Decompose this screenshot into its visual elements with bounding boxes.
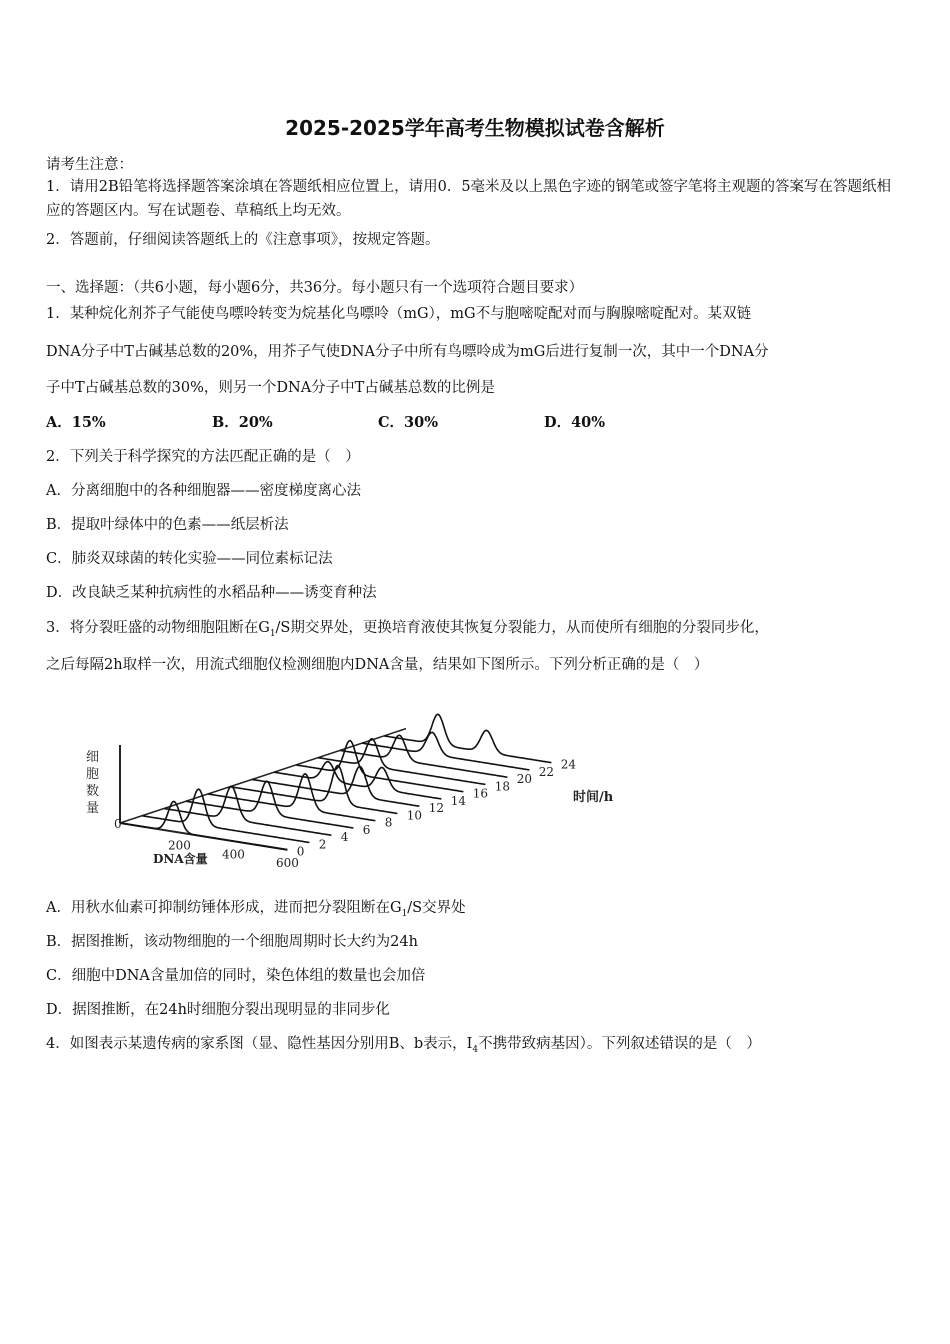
x-axis-label: DNA含量: [153, 852, 208, 866]
q1-option-c[interactable]: C．30%: [378, 414, 438, 431]
x-tick-label: 200: [168, 838, 191, 853]
chart-series: [120, 714, 551, 850]
series-line-0: [120, 801, 287, 849]
q3-option-b[interactable]: B．据图推断，该动物细胞的一个细胞周期时长大约为24h: [46, 934, 418, 950]
series-line-22: [362, 732, 529, 770]
x-tick-label: 400: [222, 847, 245, 862]
dna-flow-cytometry-chart: [78, 695, 698, 870]
time-tick-label: 22: [538, 764, 555, 779]
x-tick-label: 600: [276, 855, 299, 870]
q3-stem-line1-post: /S期交界处，更换培育液使其恢复分裂能力，从而使所有细胞的分裂同步化，: [275, 620, 769, 636]
q3-stem-line1-pre: 3．将分裂旺盛的动物细胞阻断在G: [46, 620, 270, 636]
q3-stem-line1: [46, 616, 769, 639]
q3-option-a[interactable]: [46, 896, 466, 919]
notice-heading: 请考生注意：: [46, 157, 133, 173]
q3-option-d[interactable]: D．据图推断，在24h时细胞分裂出现明显的非同步化: [46, 1002, 390, 1018]
q3-option-a-sub: 1: [401, 908, 408, 919]
q1-stem-line3: 子中T占碱基总数的30%，则另一个DNA分子中T占碱基总数的比例是: [46, 380, 495, 396]
q1-stem-line2: DNA分子中T占碱基总数的20%，用芥子气使DNA分子中所有鸟嘌呤成为mG后进行复制一次，其中一个DNA分: [46, 344, 769, 360]
chart-labels: [86, 750, 614, 870]
q3-stem-sub: 1: [269, 628, 276, 639]
notice-item-1: 1．请用2B铅笔将选择题答案涂填在答题纸相应位置上，请用0．5毫米及以上黑色字迹的钢笔或签字笔将主观题的答案写在答题纸相应的答题区内。写在试题卷、草稿纸上均无效。: [46, 179, 892, 219]
q3-option-a-post: /S交界处: [407, 900, 466, 916]
time-tick-label: 0: [296, 844, 305, 859]
time-tick-label: 2: [318, 837, 327, 852]
q2-option-d[interactable]: D．改良缺乏某种抗病性的水稻品种——诱变育种法: [46, 585, 377, 601]
time-tick-label: 4: [340, 830, 349, 845]
time-tick-label: 8: [384, 815, 393, 830]
q3-stem-line2: 之后每隔2h取样一次，用流式细胞仪检测细胞内DNA含量，结果如下图所示。下列分析正确的是（ ）: [46, 657, 709, 673]
q4-stem: [46, 1032, 761, 1055]
q1-options: [46, 411, 710, 432]
q3-option-a-pre: A．用秋水仙素可抑制纺锤体形成，进而把分裂阻断在G: [46, 900, 402, 916]
time-tick-label: 20: [516, 772, 533, 787]
time-axis-label: 时间/h: [573, 790, 614, 805]
time-tick-label: 24: [560, 757, 577, 772]
y-axis-label: 细胞数量: [86, 750, 100, 816]
q4-stem-post: 不携带致病基因）。下列叙述错误的是（ ）: [478, 1036, 761, 1052]
section-heading: 一、选择题：（共6小题，每小题6分，共36分。每小题只有一个选项符合题目要求）: [46, 280, 584, 296]
q4-stem-pre: 4．如图表示某遗传病的家系图（显、隐性基因分别用B、b表示，Ⅰ: [46, 1036, 473, 1052]
time-tick-label: 10: [406, 808, 423, 823]
q1-option-b[interactable]: B．20%: [212, 414, 273, 431]
q2-stem: 2．下列关于科学探究的方法匹配正确的是（ ）: [46, 449, 360, 465]
q2-option-c[interactable]: C．肺炎双球菌的转化实验——同位素标记法: [46, 551, 333, 567]
page-title: 2025-2025学年高考生物模拟试卷含解析: [285, 116, 665, 140]
time-tick-label: 18: [494, 779, 511, 794]
q4-stem-sub: 4: [472, 1044, 479, 1055]
q2-option-b[interactable]: B．提取叶绿体中的色素——纸层析法: [46, 517, 289, 533]
notice-item-2: 2．答题前，仔细阅读答题纸上的《注意事项》，按规定答题。: [46, 232, 440, 248]
q2-option-a[interactable]: A．分离细胞中的各种细胞器——密度梯度离心法: [46, 483, 361, 499]
q1-option-d[interactable]: D．40%: [544, 414, 606, 431]
x-tick-label: 0: [114, 817, 122, 831]
q3-option-c[interactable]: C．细胞中DNA含量加倍的同时，染色体组的数量也会加倍: [46, 968, 426, 984]
q1-option-a[interactable]: A．15%: [46, 414, 106, 431]
time-tick-label: 6: [362, 822, 371, 837]
time-tick-label: 14: [450, 793, 467, 808]
time-tick-label: 16: [472, 786, 489, 801]
q1-stem-line1: 1．某种烷化剂芥子气能使鸟嘌呤转变为烷基化鸟嘌呤（mG），mG不与胞嘧啶配对而与胸腺嘧啶配对。某双链: [46, 306, 752, 322]
time-tick-label: 12: [428, 801, 445, 816]
